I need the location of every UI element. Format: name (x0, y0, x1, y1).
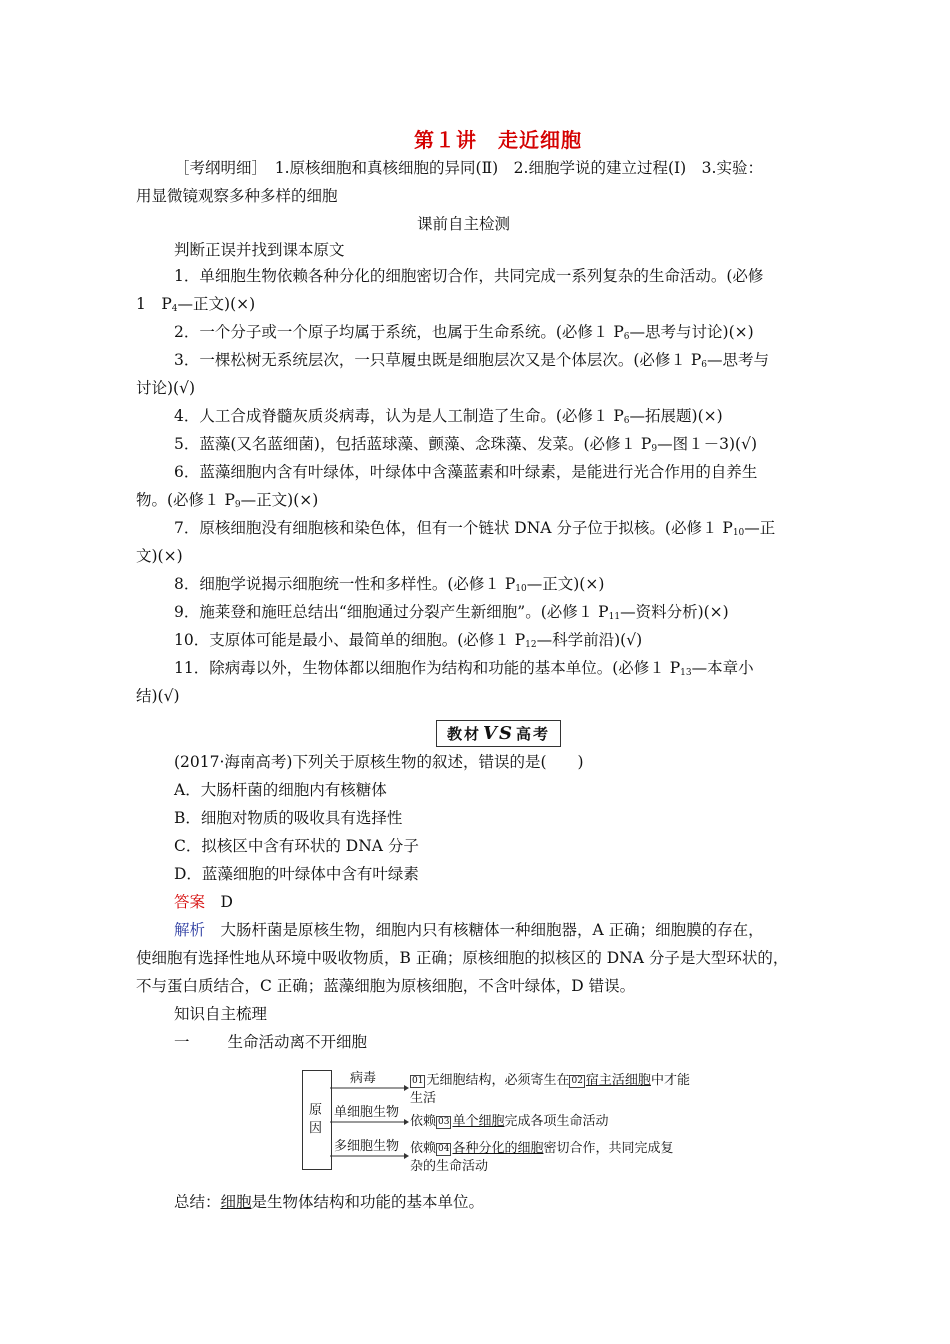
textbook-vs-exam-banner: 教材 VS 高考 (436, 720, 561, 747)
syllabus-line-1: ［考纲明细］ 1.原核细胞和真核细胞的异同(Ⅱ) 2.细胞学说的建立过程(Ⅰ) 3.实验： (174, 159, 763, 177)
item-4-line-1: 4．人工合成脊髓灰质炎病毒，认为是人工制造了生命。(必修１ $P_6—$拓展题)(×) (174, 407, 723, 426)
item-2-line-1: 2．一个分子或一个原子均属于系统，也属于生命系统。(必修１ $P_6—$思考与讨论)(×) (174, 323, 754, 342)
reasons-diagram (300, 1066, 700, 1174)
knowledge-heading: 知识自主梳理 (174, 1005, 268, 1023)
answer-label: 答案 (174, 893, 206, 911)
syllabus-line-2: 用显微镜观察多种多样的细胞 (136, 187, 338, 205)
item-5-line-1: 5．蓝藻(又名蓝细菌)，包括蓝球藻、颤藻、念珠藻、发菜。(必修１ $P_9—$图１－3)(√) (174, 435, 757, 454)
row-virus-label: 病毒 (350, 1071, 377, 1086)
item-7-line-1: 7．原核细胞没有细胞核和染色体，但有一个链状 DNA 分子位于拟核。(必修１ $P_{10}—$正 (174, 519, 776, 538)
row-unicellular-text: 依赖 03 单个细胞完成各项生命活动 (410, 1114, 609, 1129)
item-7-line-2: 文)(×) (136, 547, 183, 565)
item-9-line-1: 9．施莱登和施旺总结出“细胞通过分裂产生新细胞”。(必修１ $P_{11}—$资料分析)(×) (174, 603, 729, 622)
item-1-line-1: 1．单细胞生物依赖各种分化的细胞密切合作，共同完成一系列复杂的生命活动。(必修 (174, 267, 764, 285)
item-6-line-1: 6．蓝藻细胞内含有叶绿体，叶绿体中含藻蓝素和叶绿素，是能进行光合作用的自养生 (174, 463, 758, 481)
section-heading: 课前自主检测 (417, 215, 511, 233)
knowledge-subheading: 一 生命活动离不开细胞 (174, 1033, 368, 1051)
item-11-line-2: 结)(√) (136, 687, 180, 705)
option-d: D．蓝藻细胞的叶绿体中含有叶绿素 (174, 865, 419, 883)
item-6-line-2: 物。(必修１ $P_9—$正文)(×) (136, 491, 319, 510)
row-multicellular-text-2: 杂的生命活动 (410, 1159, 489, 1174)
answer-line (174, 892, 233, 912)
option-a: A．大肠杆菌的细胞内有核糖体 (174, 781, 387, 799)
row-multicellular-text: 依赖 04 各种分化的细胞密切合作，共同完成复 (410, 1141, 674, 1156)
answer-value: D (220, 893, 233, 911)
item-11-line-1: 11．除病毒以外，生物体都以细胞作为结构和功能的基本单位。(必修１ $P_{13}—$本章小 (174, 659, 754, 678)
analysis-line-3: 不与蛋白质结合，C 正确；蓝藻细胞为原核细胞，不含叶绿体，D 错误。 (136, 977, 636, 995)
analysis-line-1: 解析 大肠杆菌是原核生物，细胞内只有核糖体一种细胞器，A 正确；细胞膜的存在， (174, 921, 764, 939)
item-3-line-1: 3．一棵松树无系统层次，一只草履虫既是细胞层次又是个体层次。(必修１ $P_6—$思考与 (174, 351, 770, 370)
row-virus-text-2: 生活 (410, 1091, 437, 1106)
reason-char-2: 因 (309, 1121, 323, 1136)
analysis-label: 解析 (174, 921, 206, 939)
row-virus-text: 01 无细胞结构，必须寄生在 02 宿主活细胞中才能 (412, 1073, 690, 1088)
reason-char-1: 原 (309, 1103, 323, 1118)
item-3-line-2: 讨论)(√) (136, 379, 196, 397)
item-1-line-2: 1 $P_4—$正文)(×) (136, 295, 256, 314)
row-unicellular-label: 单细胞生物 (334, 1105, 400, 1120)
option-c: C．拟核区中含有环状的 DNA 分子 (174, 837, 419, 855)
analysis-line-2: 使细胞有选择性地从环境中吸收物质，B 正确；原核细胞的拟核区的 DNA 分子是大型环状的， (136, 949, 789, 967)
item-8-line-1: 8．细胞学说揭示细胞统一性和多样性。(必修１ $P_{10}—$正文)(×) (174, 575, 605, 594)
option-b: B．细胞对物质的吸收具有选择性 (174, 809, 403, 827)
question-stem: (2017·海南高考)下列关于原核生物的叙述，错误的是( ) (174, 753, 584, 771)
item-10-line-1: 10．支原体可能是最小、最简单的细胞。(必修１ $P_{12}—$科学前沿)(√) (174, 631, 643, 650)
page-title: 第１讲 走近细胞 (414, 128, 582, 152)
row-multicellular-label: 多细胞生物 (334, 1139, 400, 1154)
summary: 总结：细胞是生物体结构和功能的基本单位。 (174, 1193, 485, 1211)
instruction: 判断正误并找到课本原文 (174, 241, 345, 259)
